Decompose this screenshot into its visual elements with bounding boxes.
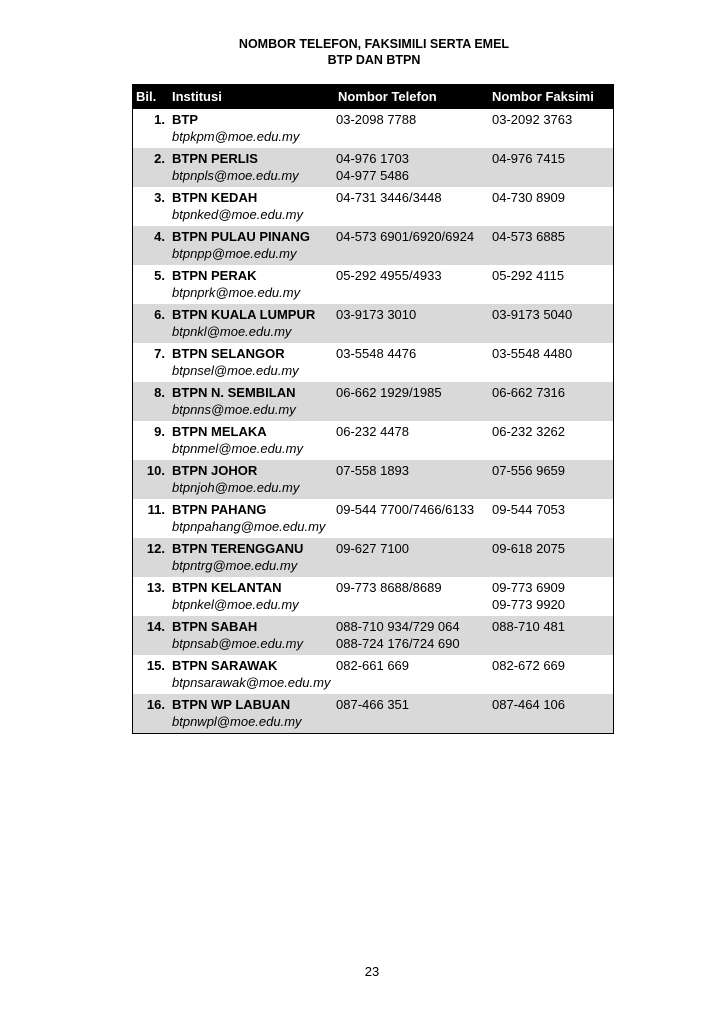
phone-number: 04-731 3446/3448 [336, 190, 442, 205]
institution-email: btpkpm@moe.edu.my [172, 129, 300, 144]
table-header [133, 85, 613, 109]
institution-email: btpnkel@moe.edu.my [172, 597, 299, 612]
phone-number: 09-544 7700/7466/6133 [336, 502, 475, 517]
phone-number-secondary: 088-724 176/724 690 [336, 636, 460, 651]
table-row [133, 577, 613, 616]
fax-number: 09-544 7053 [492, 502, 566, 517]
institution-email: btpnns@moe.edu.my [172, 402, 296, 417]
table-body [133, 109, 613, 733]
institution-name: BTPN N. SEMBILAN [172, 385, 296, 400]
table-row [133, 538, 613, 577]
row-number: 2. [154, 151, 165, 166]
row-number: 8. [154, 385, 165, 400]
row-number: 5. [154, 268, 165, 283]
institution-email: btpnjoh@moe.edu.my [172, 480, 300, 495]
phone-number: 03-9173 3010 [336, 307, 417, 322]
table-row [133, 109, 613, 148]
row-number: 12. [146, 541, 165, 556]
institution-name: BTP [172, 112, 198, 127]
header-fax: Nombor Faksimi [492, 89, 594, 104]
header-phone: Nombor Telefon [338, 89, 437, 104]
phone-number: 03-2098 7788 [336, 112, 417, 127]
institution-email: btpnpp@moe.edu.my [172, 246, 297, 261]
page-number: 23 [364, 964, 380, 979]
institution-name: BTPN WP LABUAN [172, 697, 291, 712]
fax-number: 03-9173 5040 [492, 307, 573, 322]
table-row [133, 499, 613, 538]
institution-name: BTPN JOHOR [172, 463, 258, 478]
fax-number: 087-464 106 [492, 697, 566, 712]
fax-number: 06-232 3262 [492, 424, 566, 439]
table-row [133, 421, 613, 460]
row-number: 1. [154, 112, 165, 127]
fax-number-secondary: 09-773 9920 [492, 597, 566, 612]
document-title [0, 36, 728, 68]
institution-name: BTPN PULAU PINANG [172, 229, 310, 244]
table-row [133, 265, 613, 304]
table-row [133, 187, 613, 226]
phone-number: 082-661 669 [336, 658, 410, 673]
title-line-2: BTP DAN BTPN [327, 53, 421, 67]
row-number: 16. [146, 697, 165, 712]
institution-name: BTPN SARAWAK [172, 658, 278, 673]
institution-name: BTPN SABAH [172, 619, 258, 634]
table-row [133, 655, 613, 694]
phone-number: 06-232 4478 [336, 424, 410, 439]
fax-number: 04-730 8909 [492, 190, 566, 205]
phone-number: 05-292 4955/4933 [336, 268, 442, 283]
row-number: 11. [147, 502, 165, 517]
institution-email: btpnpls@moe.edu.my [172, 168, 299, 183]
phone-number: 04-573 6901/6920/6924 [336, 229, 475, 244]
table-row [133, 226, 613, 265]
contact-table [132, 84, 614, 734]
row-number: 10. [146, 463, 165, 478]
row-number: 6. [154, 307, 165, 322]
row-number: 13. [146, 580, 165, 595]
row-number: 9. [154, 424, 165, 439]
institution-email: btpnked@moe.edu.my [172, 207, 303, 222]
institution-email: btpnsab@moe.edu.my [172, 636, 303, 651]
row-number: 14. [146, 619, 165, 634]
institution-email: btpntrg@moe.edu.my [172, 558, 298, 573]
table-row [133, 382, 613, 421]
fax-number: 09-773 6909 [492, 580, 566, 595]
header-institution: Institusi [172, 89, 222, 104]
phone-number: 09-773 8688/8689 [336, 580, 442, 595]
institution-name: BTPN KUALA LUMPUR [172, 307, 316, 322]
fax-number: 088-710 481 [492, 619, 566, 634]
table-row [133, 304, 613, 343]
institution-name: BTPN PAHANG [172, 502, 267, 517]
institution-email: btpnsel@moe.edu.my [172, 363, 299, 378]
table-row [133, 460, 613, 499]
fax-number: 03-5548 4480 [492, 346, 573, 361]
phone-number: 04-976 1703 [336, 151, 410, 166]
fax-number: 04-976 7415 [492, 151, 566, 166]
institution-name: BTPN MELAKA [172, 424, 267, 439]
institution-name: BTPN SELANGOR [172, 346, 285, 361]
institution-email: btpnwpl@moe.edu.my [172, 714, 302, 729]
fax-number: 03-2092 3763 [492, 112, 573, 127]
phone-number: 088-710 934/729 064 [336, 619, 460, 634]
table-row [133, 616, 613, 655]
institution-name: BTPN PERLIS [172, 151, 258, 166]
institution-name: BTPN PERAK [172, 268, 257, 283]
institution-email: btpnkl@moe.edu.my [172, 324, 292, 339]
fax-number: 04-573 6885 [492, 229, 566, 244]
institution-name: BTPN KELANTAN [172, 580, 282, 595]
institution-email: btpnpahang@moe.edu.my [172, 519, 326, 534]
table-row [133, 343, 613, 382]
institution-email: btpnmel@moe.edu.my [172, 441, 303, 456]
header-no: Bil. [136, 89, 157, 104]
institution-email: btpnsarawak@moe.edu.my [172, 675, 331, 690]
fax-number: 09-618 2075 [492, 541, 566, 556]
institution-email: btpnprk@moe.edu.my [172, 285, 301, 300]
phone-number: 09-627 7100 [336, 541, 410, 556]
fax-number: 082-672 669 [492, 658, 566, 673]
row-number: 4. [154, 229, 165, 244]
institution-name: BTPN TERENGGANU [172, 541, 304, 556]
table-row [133, 148, 613, 187]
phone-number: 03-5548 4476 [336, 346, 417, 361]
phone-number: 06-662 1929/1985 [336, 385, 442, 400]
fax-number: 07-556 9659 [492, 463, 566, 478]
row-number: 15. [146, 658, 165, 673]
institution-name: BTPN KEDAH [172, 190, 258, 205]
table-row [133, 694, 613, 733]
row-number: 7. [154, 346, 165, 361]
fax-number: 05-292 4115 [492, 268, 565, 283]
fax-number: 06-662 7316 [492, 385, 566, 400]
phone-number-secondary: 04-977 5486 [336, 168, 410, 183]
phone-number: 07-558 1893 [336, 463, 410, 478]
row-number: 3. [154, 190, 165, 205]
phone-number: 087-466 351 [336, 697, 410, 712]
title-line-1: NOMBOR TELEFON, FAKSIMILI SERTA EMEL [238, 37, 510, 51]
